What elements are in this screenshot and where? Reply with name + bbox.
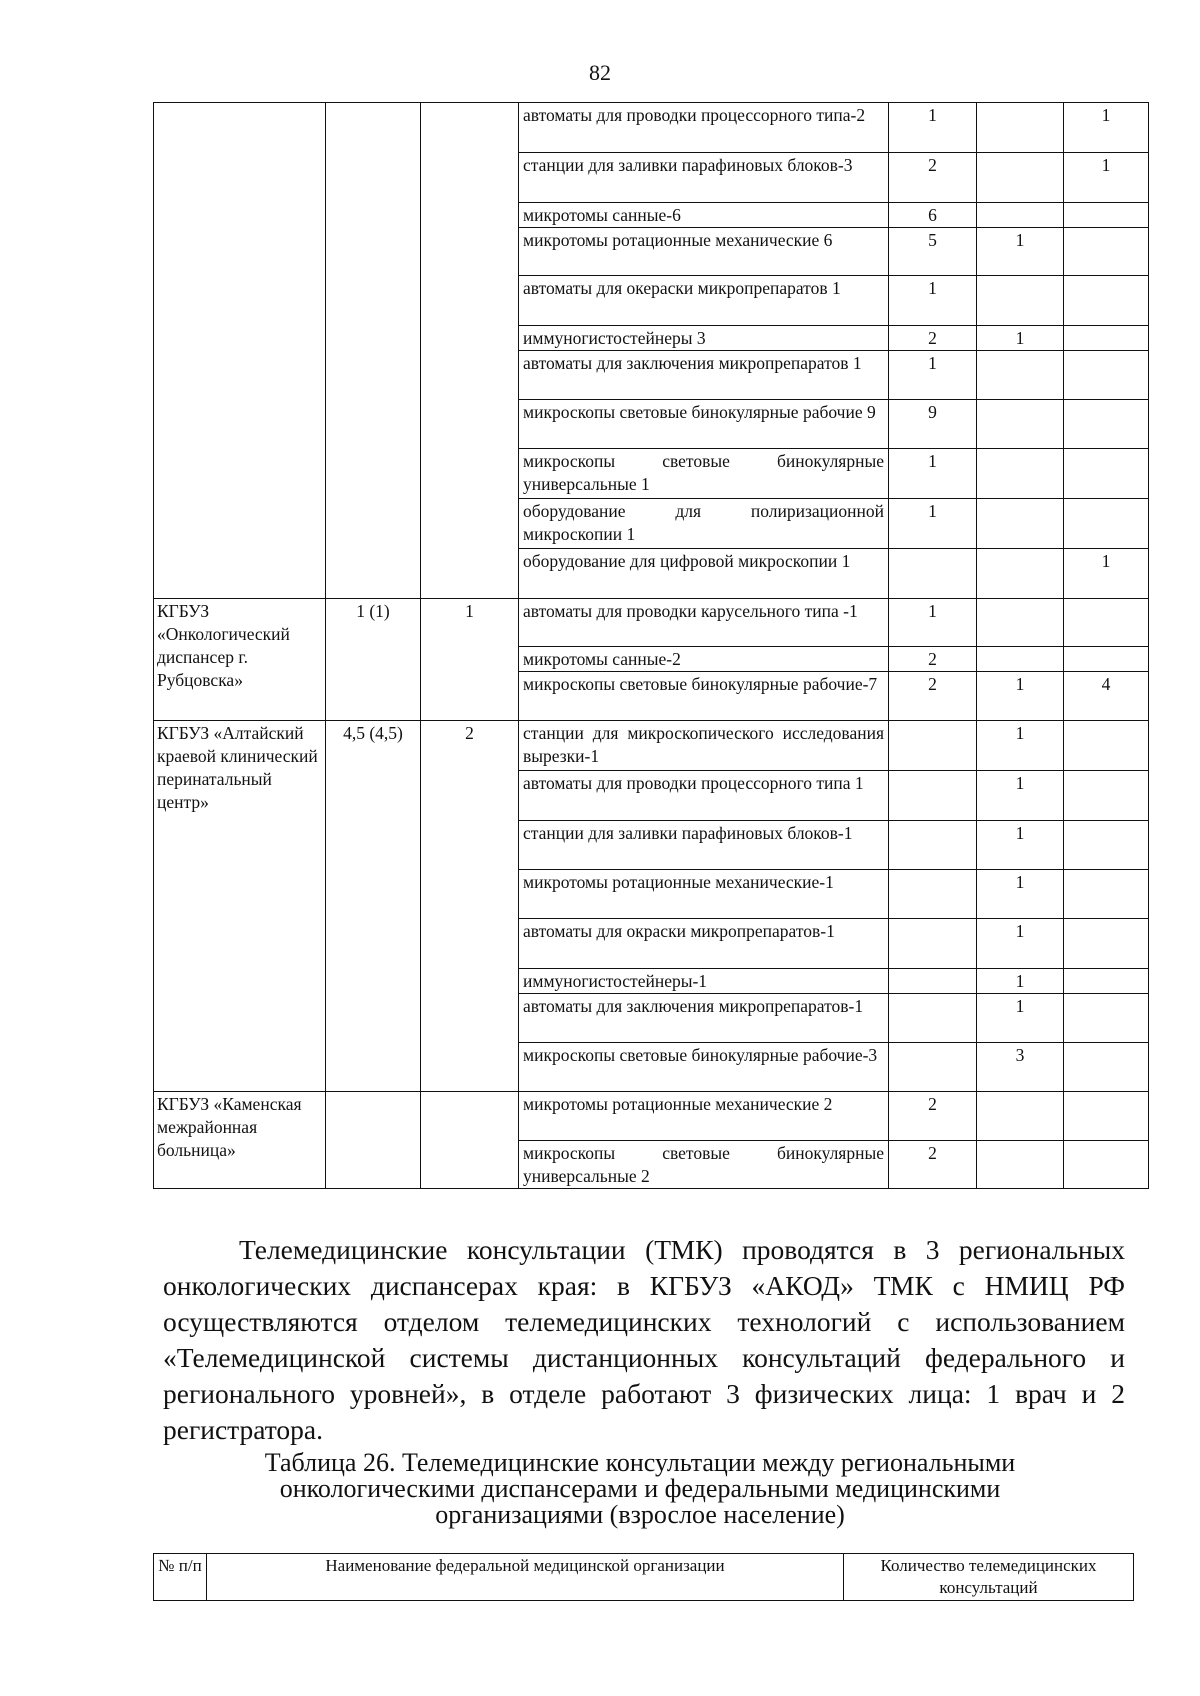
value-cell <box>977 400 1064 449</box>
value-cell <box>1064 1141 1149 1189</box>
staff-cell <box>326 1092 421 1189</box>
value-cell: 1 <box>977 326 1064 351</box>
value-cell <box>977 203 1064 228</box>
value-cell <box>889 969 977 994</box>
equipment-cell: микроскопы световые бинокулярные универсальные 2 <box>519 1141 889 1189</box>
table-header-row <box>154 1554 1134 1601</box>
equipment-cell: оборудование для цифровой микроскопии 1 <box>519 549 889 599</box>
caption-line: Таблица 26. Телемедицинские консультации между региональными <box>264 1448 1016 1477</box>
equipment-cell: станции для заливки парафиновых блоков-1 <box>519 821 889 870</box>
value-cell <box>1064 870 1149 919</box>
value-cell <box>977 647 1064 672</box>
value-cell: 1 <box>977 771 1064 821</box>
value-cell <box>1064 228 1149 276</box>
org-cell: КГБУЗ «Алтайский краевой клинический перинатальный центр» <box>154 721 326 1092</box>
value-cell <box>889 1043 977 1092</box>
value-cell: 1 <box>977 870 1064 919</box>
value-cell: 1 <box>889 599 977 647</box>
value-cell <box>1064 400 1149 449</box>
value-cell <box>889 821 977 870</box>
value-cell <box>889 919 977 969</box>
value-cell: 2 <box>889 1141 977 1189</box>
equipment-cell: микротомы санные-6 <box>519 203 889 228</box>
equipment-cell: автоматы для проводки карусельного типа -1 <box>519 599 889 647</box>
value-cell: 1 <box>889 351 977 400</box>
value-cell <box>977 276 1064 326</box>
value-cell <box>1064 919 1149 969</box>
count-cell <box>421 1092 519 1189</box>
count-cell: 1 <box>421 599 519 721</box>
equipment-cell: оборудование для полиризационной микроскопии 1 <box>519 499 889 549</box>
value-cell: 6 <box>889 203 977 228</box>
org-cell: КГБУЗ «Онкологический диспансер г. Рубцовска» <box>154 599 326 721</box>
column-header-number: № п/п <box>154 1554 207 1601</box>
value-cell <box>1064 326 1149 351</box>
org-cell: КГБУЗ «Каменская межрайонная больница» <box>154 1092 326 1189</box>
value-cell <box>1064 499 1149 549</box>
value-cell: 1 <box>889 103 977 153</box>
value-cell <box>977 449 1064 499</box>
equipment-cell: микротомы ротационные механические 2 <box>519 1092 889 1141</box>
equipment-cell: микротомы ротационные механические-1 <box>519 870 889 919</box>
value-cell: 1 <box>889 449 977 499</box>
count-cell <box>421 103 519 599</box>
value-cell <box>1064 1092 1149 1141</box>
value-cell <box>1064 449 1149 499</box>
value-cell <box>977 153 1064 203</box>
equipment-cell: иммуногистостейнеры-1 <box>519 969 889 994</box>
value-cell <box>977 1092 1064 1141</box>
equipment-cell: микроскопы световые бинокулярные рабочие-7 <box>519 672 889 721</box>
table-row <box>154 1092 1149 1141</box>
value-cell <box>889 771 977 821</box>
equipment-cell: станции для заливки парафиновых блоков-3 <box>519 153 889 203</box>
tmk-table <box>153 1553 1134 1601</box>
value-cell: 1 <box>977 969 1064 994</box>
equipment-cell: автоматы для окераски микропрепаратов 1 <box>519 276 889 326</box>
value-cell <box>889 994 977 1043</box>
table-row <box>154 599 1149 647</box>
value-cell: 1 <box>977 821 1064 870</box>
staff-cell: 1 (1) <box>326 599 421 721</box>
value-cell <box>977 1141 1064 1189</box>
table-caption <box>160 1450 1120 1528</box>
value-cell: 2 <box>889 647 977 672</box>
equipment-cell: микротомы ротационные механические 6 <box>519 228 889 276</box>
caption-line: онкологическими диспансерами и федеральными медицинскими <box>279 1474 1001 1503</box>
value-cell <box>1064 969 1149 994</box>
value-cell: 1 <box>889 276 977 326</box>
table-row <box>154 721 1149 771</box>
value-cell <box>977 549 1064 599</box>
value-cell <box>889 721 977 771</box>
value-cell <box>1064 599 1149 647</box>
equipment-cell: автоматы для проводки процессорного типа-2 <box>519 103 889 153</box>
equipment-cell: автоматы для проводки процессорного типа 1 <box>519 771 889 821</box>
value-cell <box>1064 821 1149 870</box>
value-cell: 5 <box>889 228 977 276</box>
value-cell: 2 <box>889 1092 977 1141</box>
value-cell: 1 <box>977 228 1064 276</box>
value-cell <box>1064 276 1149 326</box>
value-cell: 1 <box>889 499 977 549</box>
column-header-count: Количество телемедицинских консультаций <box>844 1554 1134 1601</box>
column-header-name: Наименование федеральной медицинской организации <box>207 1554 844 1601</box>
value-cell: 4 <box>1064 672 1149 721</box>
org-cell <box>154 103 326 599</box>
count-cell: 2 <box>421 721 519 1092</box>
value-cell <box>1064 721 1149 771</box>
value-cell: 9 <box>889 400 977 449</box>
staff-cell: 4,5 (4,5) <box>326 721 421 1092</box>
value-cell <box>977 351 1064 400</box>
value-cell <box>1064 647 1149 672</box>
value-cell: 3 <box>977 1043 1064 1092</box>
value-cell: 2 <box>889 326 977 351</box>
value-cell: 1 <box>977 721 1064 771</box>
value-cell <box>1064 771 1149 821</box>
value-cell <box>977 599 1064 647</box>
equipment-cell: микроскопы световые бинокулярные рабочие 9 <box>519 400 889 449</box>
value-cell <box>1064 994 1149 1043</box>
value-cell: 2 <box>889 672 977 721</box>
equipment-table <box>153 102 1149 1189</box>
value-cell <box>1064 1043 1149 1092</box>
body-paragraph: Телемедицинские консультации (ТМК) проводятся в 3 региональных онкологических диспансерах края: в КГБУЗ «АКОД» ТМК с НМИЦ РФ осуществляются отделом телемедицинских технологий с использованием «Телемедицинской системы дистанционных консультаций федерального и регионального уровней», в отделе работают 3 физических лица: 1 врач и 2 регистратора. <box>163 1234 1125 1445</box>
equipment-cell: микроскопы световые бинокулярные рабочие-3 <box>519 1043 889 1092</box>
staff-cell <box>326 103 421 599</box>
caption-line: организациями (взрослое население) <box>435 1500 845 1529</box>
value-cell: 1 <box>1064 549 1149 599</box>
value-cell: 1 <box>977 919 1064 969</box>
equipment-cell: микротомы санные-2 <box>519 647 889 672</box>
value-cell: 2 <box>889 153 977 203</box>
value-cell <box>977 103 1064 153</box>
value-cell: 1 <box>1064 103 1149 153</box>
equipment-cell: автоматы для заключения микропрепаратов 1 <box>519 351 889 400</box>
value-cell: 1 <box>1064 153 1149 203</box>
value-cell <box>889 870 977 919</box>
value-cell <box>1064 203 1149 228</box>
value-cell <box>1064 351 1149 400</box>
equipment-cell: иммуногистостейнеры 3 <box>519 326 889 351</box>
equipment-cell: автоматы для заключения микропрепаратов-1 <box>519 994 889 1043</box>
value-cell <box>889 549 977 599</box>
value-cell: 1 <box>977 672 1064 721</box>
page-number: 82 <box>589 60 611 85</box>
equipment-cell: микроскопы световые бинокулярные универсальные 1 <box>519 449 889 499</box>
equipment-cell: автоматы для окраски микропрепаратов-1 <box>519 919 889 969</box>
value-cell <box>977 499 1064 549</box>
table-row <box>154 103 1149 153</box>
value-cell: 1 <box>977 994 1064 1043</box>
equipment-cell: станции для микроскопического исследования вырезки-1 <box>519 721 889 771</box>
